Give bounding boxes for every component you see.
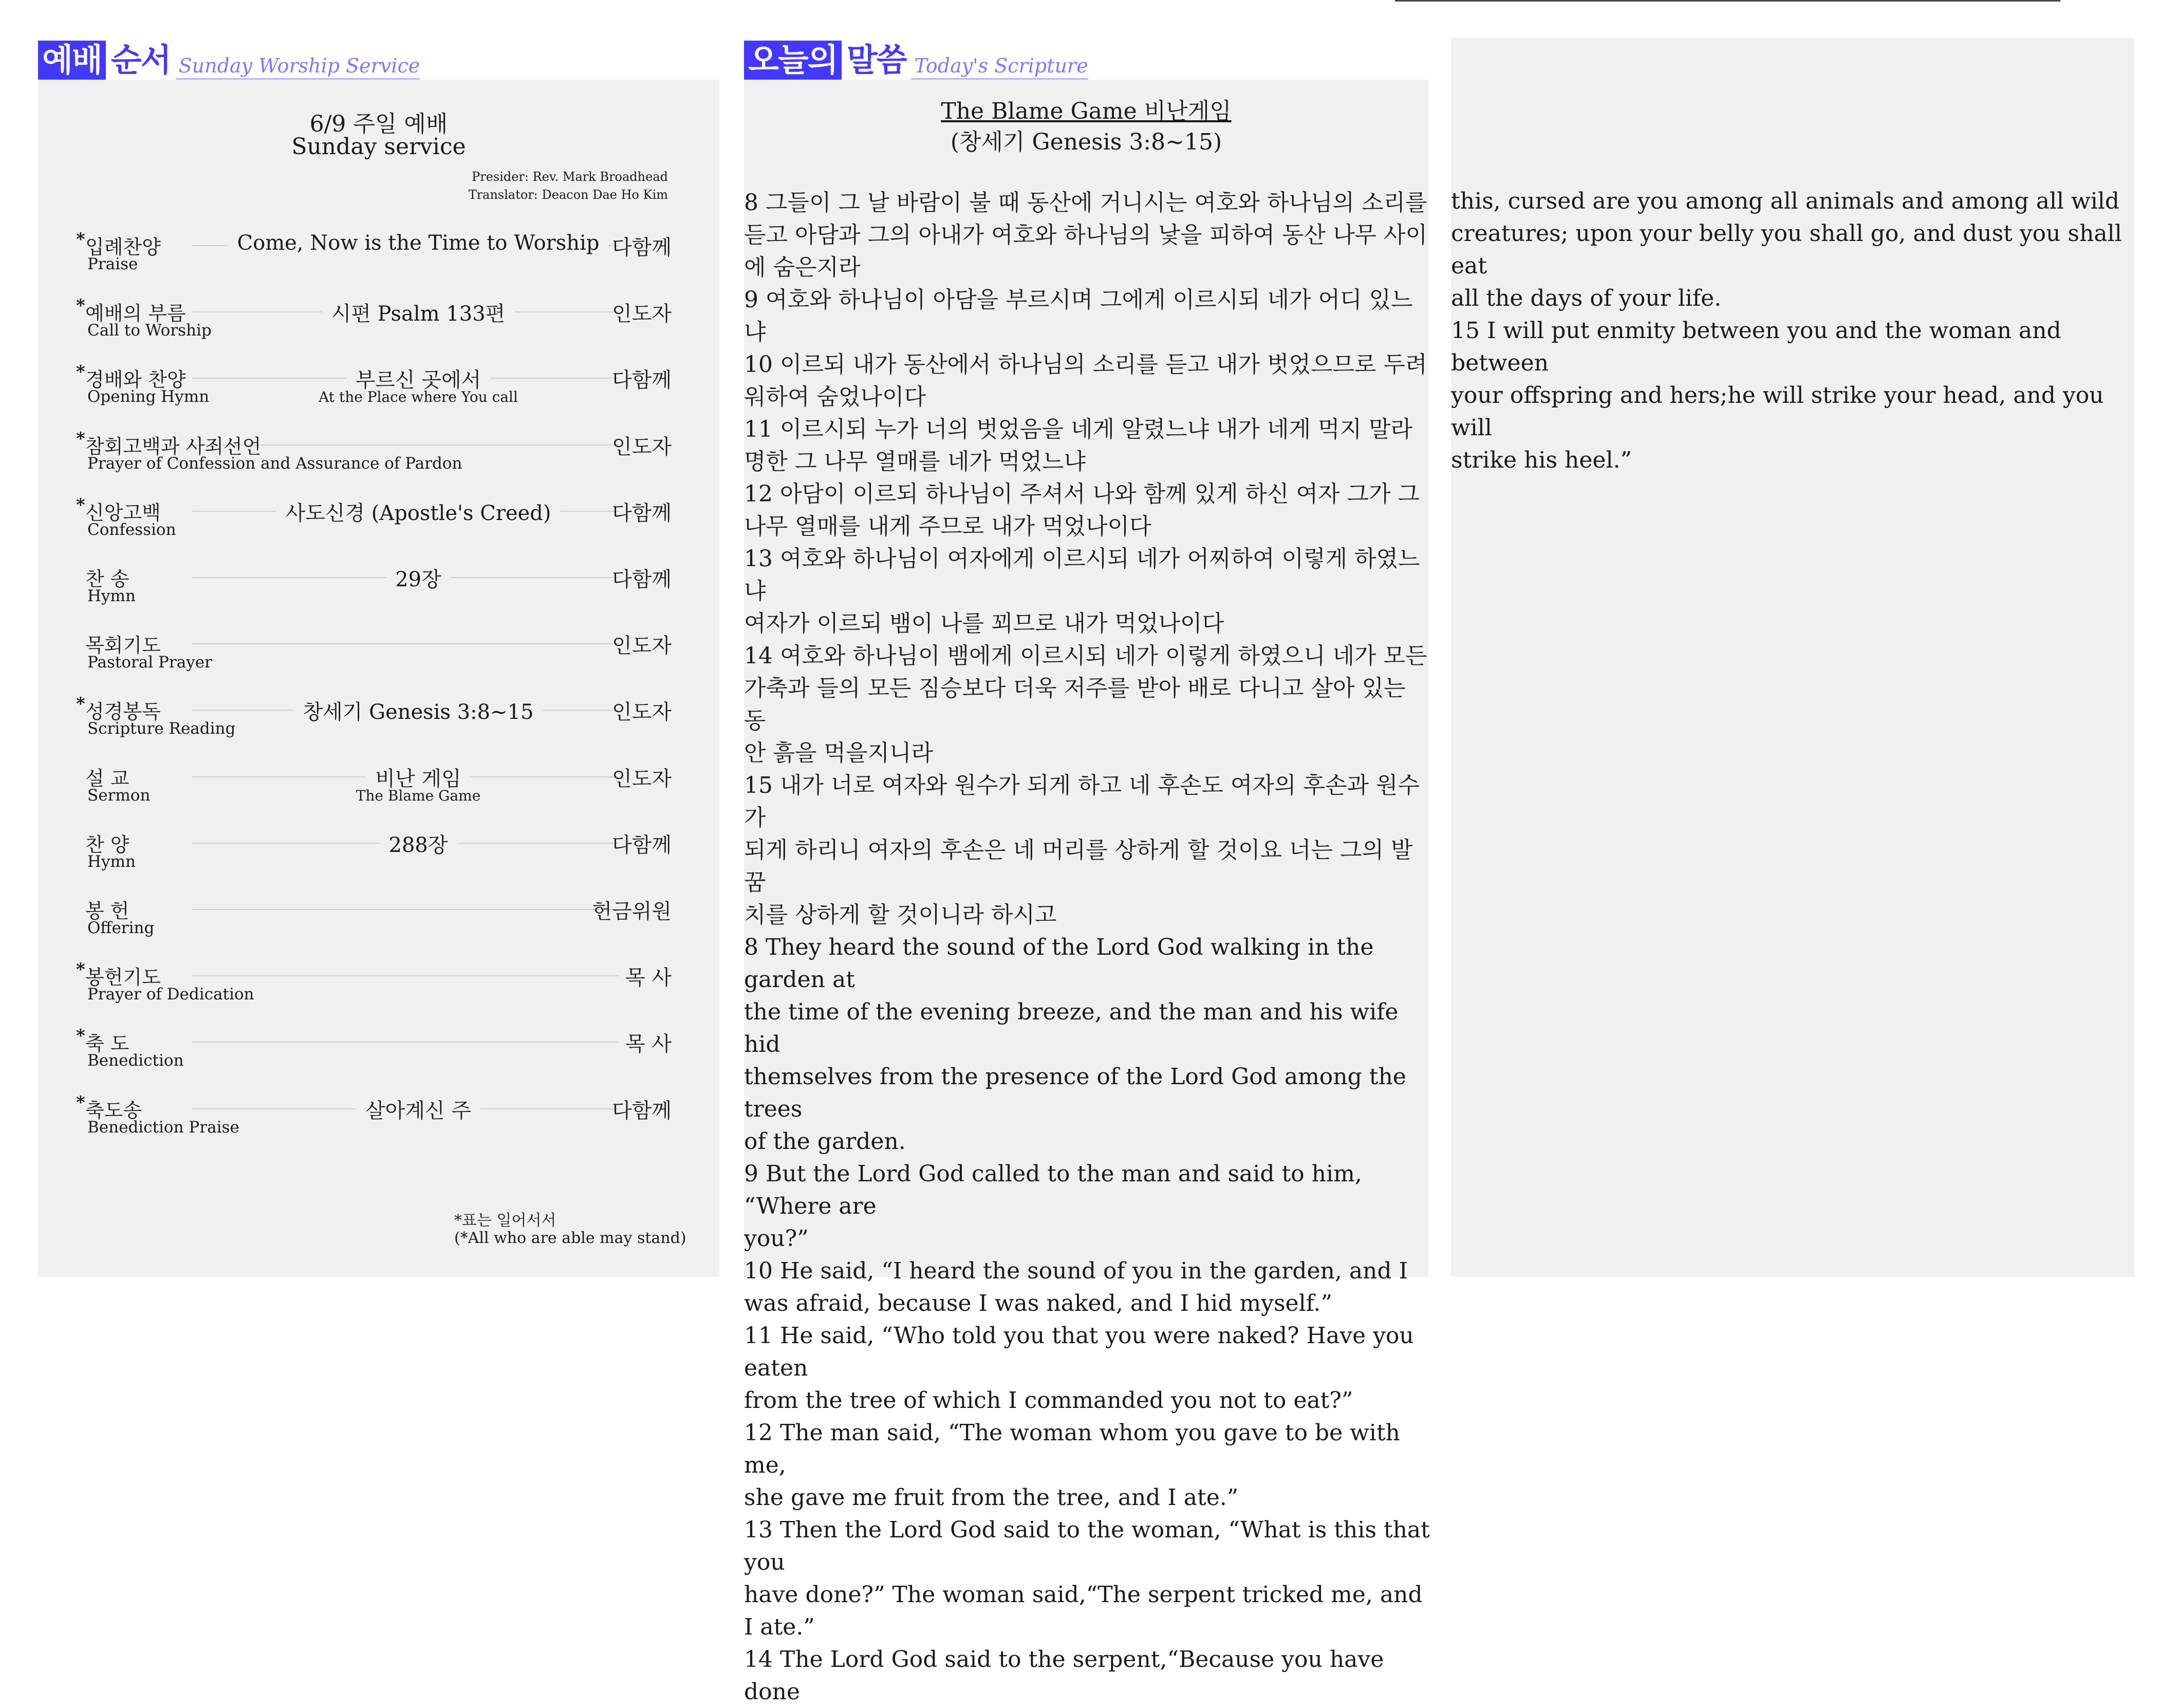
presider: Presider: Rev. Mark Broadhead [472,170,668,184]
service-item [38,629,719,681]
scripture-line: themselves from the presence of the Lord God among the trees [744,1064,1406,1122]
item-english: Scripture Reading [87,719,236,738]
item-english: Benediction [87,1051,184,1070]
item-leader: 인도자 [612,767,672,791]
service-item [38,829,719,880]
scripture-line: your offspring and hers;he will strike your head, and you will [1451,382,2104,441]
service-item [38,364,719,415]
scripture-line: 안 흙을 먹을지니라 [744,740,934,766]
item-english: Offering [87,919,155,937]
stand-marker: * [76,694,85,715]
translator: Translator: Deacon Dae Ho Kim [468,188,668,202]
scripture-line: you?” [744,1226,809,1252]
item-english: Hymn [87,852,136,871]
item-detail: 시편 Psalm 133편 [322,298,515,327]
scripture-column-1 [744,187,1431,1708]
item-korean: 봉헌기도 [85,966,161,989]
scripture-column-2 [1451,185,2137,476]
item-korean: 신앙고백 [85,501,161,524]
header-badge: 예배 [38,41,106,80]
item-leader: 다함께 [612,833,672,857]
scripture-line: she gave me fruit from the tree, and I ate.” [744,1484,1239,1511]
item-detail-sub: At the Place where You call [319,388,518,406]
scripture-line: from the tree of which I commanded you not to eat?” [744,1387,1353,1414]
sermon-title [744,92,1428,125]
item-leader: 다함께 [612,368,672,393]
service-item [38,494,719,548]
item-korean: 경배와 찬양 [85,368,186,392]
scripture-line: was afraid, because I was naked, and I hid myself.” [744,1290,1332,1316]
scripture-line: 15 I will put enmity between you and the woman and between [1451,318,2061,376]
scripture-line: 11 이르시되 누가 너의 벗었음을 네게 알렸느냐 내가 네게 먹지 말라 [744,416,1412,442]
scripture-line: 13 여호와 하나님이 여자에게 이르시되 네가 어찌하여 이렇게 하였느냐 [744,546,1420,604]
item-korean: 목회기도 [85,634,161,657]
scripture-line: 13 Then the Lord God said to the woman, “What is this that you [744,1517,1430,1575]
scripture-line: 12 아담이 이르되 하나님이 주셔서 나와 함께 있게 하신 여자 그가 그 [744,481,1420,507]
item-detail: 29장 [386,563,451,592]
header-word: 순서 [110,41,171,79]
item-detail-sub: The Blame Game [356,787,481,804]
service-item [38,763,719,814]
item-leader: 목 사 [625,966,672,990]
stand-marker: * [76,1092,85,1113]
item-korean: 성경봉독 [85,700,161,723]
item-detail: 부르신 곳에서 [346,364,491,393]
item-korean: 입례찬양 [85,236,161,258]
item-english: Sermon [87,786,151,805]
service-item [38,1028,719,1079]
service-item [38,696,719,747]
scripture-line: the time of the evening breeze, and the man and his wife hid [744,999,1399,1057]
scripture-line: 9 여호와 하나님이 아담을 부르시며 그에게 이르시되 네가 어디 있느냐 [744,287,1413,345]
scripture-line: 10 이르되 내가 동산에서 하나님의 소리를 듣고 내가 벗었으므로 두려 [744,351,1427,378]
leader-line [192,1042,619,1043]
item-english: Confession [87,520,176,539]
service-item [38,428,719,482]
scripture-line: 워하여 숨었나이다 [744,384,926,410]
item-english: Pastoral Prayer [87,653,212,672]
scripture-line: 14 The Lord God said to the serpent,“Because you have done [744,1646,1384,1705]
scripture-line: 에 숨은지라 [744,254,861,281]
item-leader: 다함께 [612,568,672,591]
item-english: Call to Worship [87,321,212,340]
header-word: 말씀 [846,41,906,79]
stand-marker: * [76,229,85,250]
stand-marker: * [76,959,85,980]
scripture-line: 가축과 들의 모든 짐승보다 더욱 저주를 받아 배로 다니고 살아 있는 동 [744,675,1406,734]
item-detail: 창세기 Genesis 3:8~15 [293,696,543,725]
stand-marker: * [76,1026,85,1047]
leader-line [192,643,619,644]
service-item [38,1094,719,1146]
scripture-line: 듣고 아담과 그의 아내가 여호와 하나님의 낯을 피하여 동산 나무 사이 [744,222,1427,248]
item-korean: 축 도 [85,1032,129,1055]
scripture-line: 8 They heard the sound of the Lord God walking in the garden at [744,934,1374,993]
header-english: Today's Scripture [911,54,1088,80]
scripture-line: this, cursed are you among all animals and among all wild [1451,188,2119,214]
service-item [38,895,719,946]
item-english: Praise [87,255,138,273]
item-english: Benediction Praise [87,1118,239,1137]
scripture-line: 14 여호와 하나님이 뱀에게 이르시되 네가 이렇게 하였으니 네가 모든 [744,643,1427,669]
item-detail: 288장 [380,829,457,858]
standing-note-ko: *표는 일어서서 [454,1212,556,1230]
scripture-header [744,40,1088,80]
scripture-line: 명한 그 나무 열매를 네가 먹었느냐 [744,449,1086,475]
item-detail: 사도신경 (Apostle's Creed) [276,497,560,526]
header-badge: 오늘의 [744,41,842,80]
scripture-line: creatures; upon your belly you shall go, and dust you shall eat [1451,220,2122,279]
scripture-line: strike his heel.” [1451,447,1632,473]
item-leader: 인도자 [612,634,672,658]
scripture-line: 10 He said, “I heard the sound of you in the garden, and I [744,1258,1408,1284]
service-item [38,231,719,283]
item-english: Prayer of Confession and Assurance of Pardon [87,454,462,473]
scripture-line: all the days of your life. [1451,285,1722,311]
stand-marker: * [76,494,85,515]
leader-line [192,975,619,976]
service-item [38,563,719,615]
item-leader: 헌금위원 [592,900,672,923]
stand-marker: * [76,295,85,317]
scripture-line: 여자가 이르되 뱀이 나를 꾀므로 내가 먹었나이다 [744,610,1224,637]
item-korean: 봉 헌 [85,900,129,922]
scripture-line: of the garden. [744,1128,906,1155]
scripture-line: 9 But the Lord God called to the man and said to him, “Where are [744,1161,1362,1219]
top-rule [1395,0,2060,2]
service-item [38,961,719,1013]
item-english: Prayer of Dedication [87,985,254,1004]
scripture-line: 치를 상하게 할 것이니라 하시고 [744,902,1057,928]
item-korean: 참회고백과 사죄선언 [85,435,262,458]
item-detail: 비난 게임 [366,763,470,792]
scripture-continued-panel [1451,38,2134,1277]
scripture-line: 15 내가 너로 여자와 원수가 되게 하고 네 후손도 여자의 후손과 원수가 [744,772,1420,831]
scripture-line: 나무 열매를 내게 주므로 내가 먹었나이다 [744,513,1151,540]
item-korean: 예배의 부름 [85,302,186,325]
scripture-line: 12 The man said, “The woman whom you gave to be with me, [744,1420,1400,1478]
service-item [38,295,719,349]
sermon-title-text: The Blame Game 비난게임 [941,98,1232,124]
order-of-service-panel [38,80,719,1277]
item-leader: 인도자 [612,302,672,326]
scripture-line: have done?” The woman said,“The serpent tricked me, and I ate.” [744,1582,1423,1640]
stand-marker: * [76,362,85,383]
scripture-reference: (창세기 Genesis 3:8~15) [950,129,1222,155]
item-english: Hymn [87,587,136,605]
header-english: Sunday Worship Service [176,54,420,80]
standing-note-en: (*All who are able may stand) [454,1229,686,1247]
scripture-panel [744,80,1430,1705]
service-name: Sunday service [291,134,466,160]
item-leader: 다함께 [612,1099,672,1123]
worship-order-header [38,40,420,80]
scripture-line: 되게 하리니 여자의 후손은 네 머리를 상하게 할 것이요 너는 그의 발꿈 [744,837,1413,896]
item-detail: 살아계신 주 [356,1094,480,1124]
item-korean: 설 교 [85,767,129,790]
item-leader: 다함께 [612,236,672,259]
item-korean: 찬 양 [85,833,129,856]
item-detail: Come, Now is the Time to Worship [228,231,609,255]
service-date: 6/9 주일 예배 [309,111,448,137]
item-leader: 목 사 [625,1032,672,1056]
scripture-line: 11 He said, “Who told you that you were naked? Have you eaten [744,1323,1414,1381]
item-korean: 찬 송 [85,568,129,590]
item-leader: 인도자 [612,700,672,725]
leader-line [192,909,619,910]
stand-marker: * [76,428,85,449]
item-leader: 다함께 [612,501,672,525]
item-english: Opening Hymn [87,387,210,406]
item-korean: 축도송 [85,1099,142,1122]
item-leader: 인도자 [612,435,672,459]
scripture-line: 8 그들이 그 날 바람이 불 때 동산에 거니시는 여호와 하나님의 소리를 [744,190,1427,216]
